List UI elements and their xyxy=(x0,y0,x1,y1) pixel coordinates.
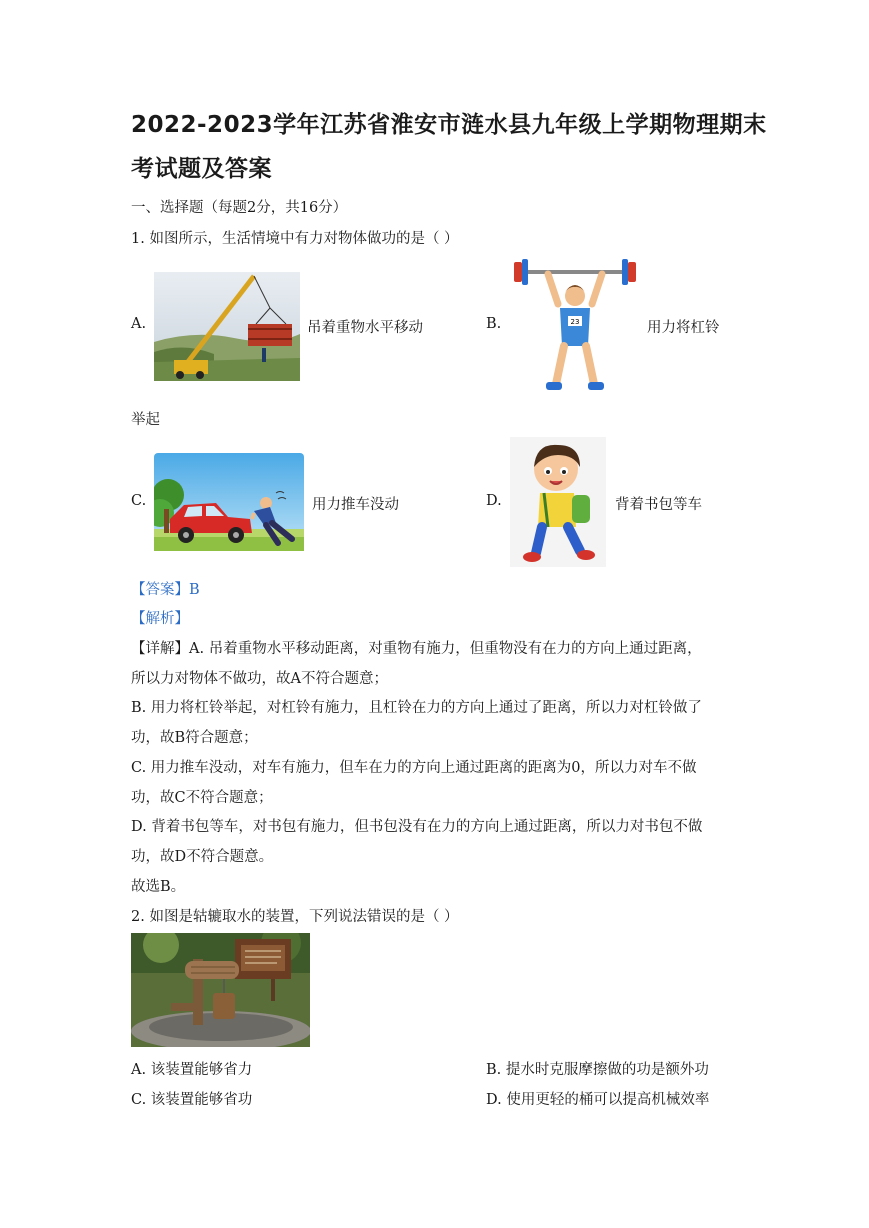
windlass-well-image xyxy=(131,933,310,1047)
boy-with-backpack-image xyxy=(510,437,606,567)
q2-option-d: D. 使用更轻的桶可以提高机械效率 xyxy=(486,1092,710,1108)
option-a-letter: A. xyxy=(131,316,147,332)
option-b-text-continued: 举起 xyxy=(131,412,160,428)
page-title-line-1: 2022-2023学年江苏省淮安市涟水县九年级上学期物理期末 xyxy=(131,112,767,138)
detail-line: 【详解】A. 吊着重物水平移动距离，对重物有施力，但重物没有在力的方向上通过距离， xyxy=(131,641,702,657)
q2-option-a: A. 该装置能够省力 xyxy=(131,1062,253,1078)
page-title-line-2: 考试题及答案 xyxy=(131,156,272,182)
detail-line: 功，故D不符合题意。 xyxy=(131,849,274,865)
answer-label: 【答案】B xyxy=(131,582,200,598)
section-heading: 一、选择题（每题2分，共16分） xyxy=(131,200,348,216)
option-c-letter: C. xyxy=(131,493,147,509)
option-a-text: 吊着重物水平移动 xyxy=(307,320,423,336)
q2-option-b: B. 提水时克服摩擦做的功是额外功 xyxy=(486,1062,709,1078)
detail-line: 故选B。 xyxy=(131,879,186,895)
detail-line: 功，故B符合题意； xyxy=(131,730,258,746)
weightlifter-image xyxy=(510,256,640,398)
q2-option-c: C. 该装置能够省功 xyxy=(131,1092,253,1108)
option-c-text: 用力推车没动 xyxy=(312,497,399,513)
option-d-letter: D. xyxy=(486,493,502,509)
option-b-text: 用力将杠铃 xyxy=(647,320,720,336)
option-d-text: 背着书包等车 xyxy=(615,497,702,513)
detail-line: 功，故C不符合题意； xyxy=(131,790,273,806)
crane-lifting-image xyxy=(154,272,300,381)
detail-line: D. 背着书包等车，对书包有施力，但书包没有在力的方向上通过距离，所以力对书包不做 xyxy=(131,819,703,835)
bib-number: 23 xyxy=(570,318,580,326)
detail-line: B. 用力将杠铃举起，对杠铃有施力，且杠铃在力的方向上通过了距离，所以力对杠铃做了 xyxy=(131,700,702,716)
detail-line: 所以力对物体不做功，故A不符合题意； xyxy=(131,671,388,687)
option-b-letter: B. xyxy=(486,316,502,332)
question-1-stem: 1. 如图所示，生活情境中有力对物体做功的是（ ） xyxy=(131,231,459,247)
detail-line: C. 用力推车没动，对车有施力，但车在力的方向上通过距离的距离为0，所以力对车不做 xyxy=(131,760,697,776)
pushing-car-image xyxy=(154,453,304,551)
analysis-label: 【解析】 xyxy=(131,611,189,627)
question-2-stem: 2. 如图是轱辘取水的装置，下列说法错误的是（ ） xyxy=(131,909,459,925)
